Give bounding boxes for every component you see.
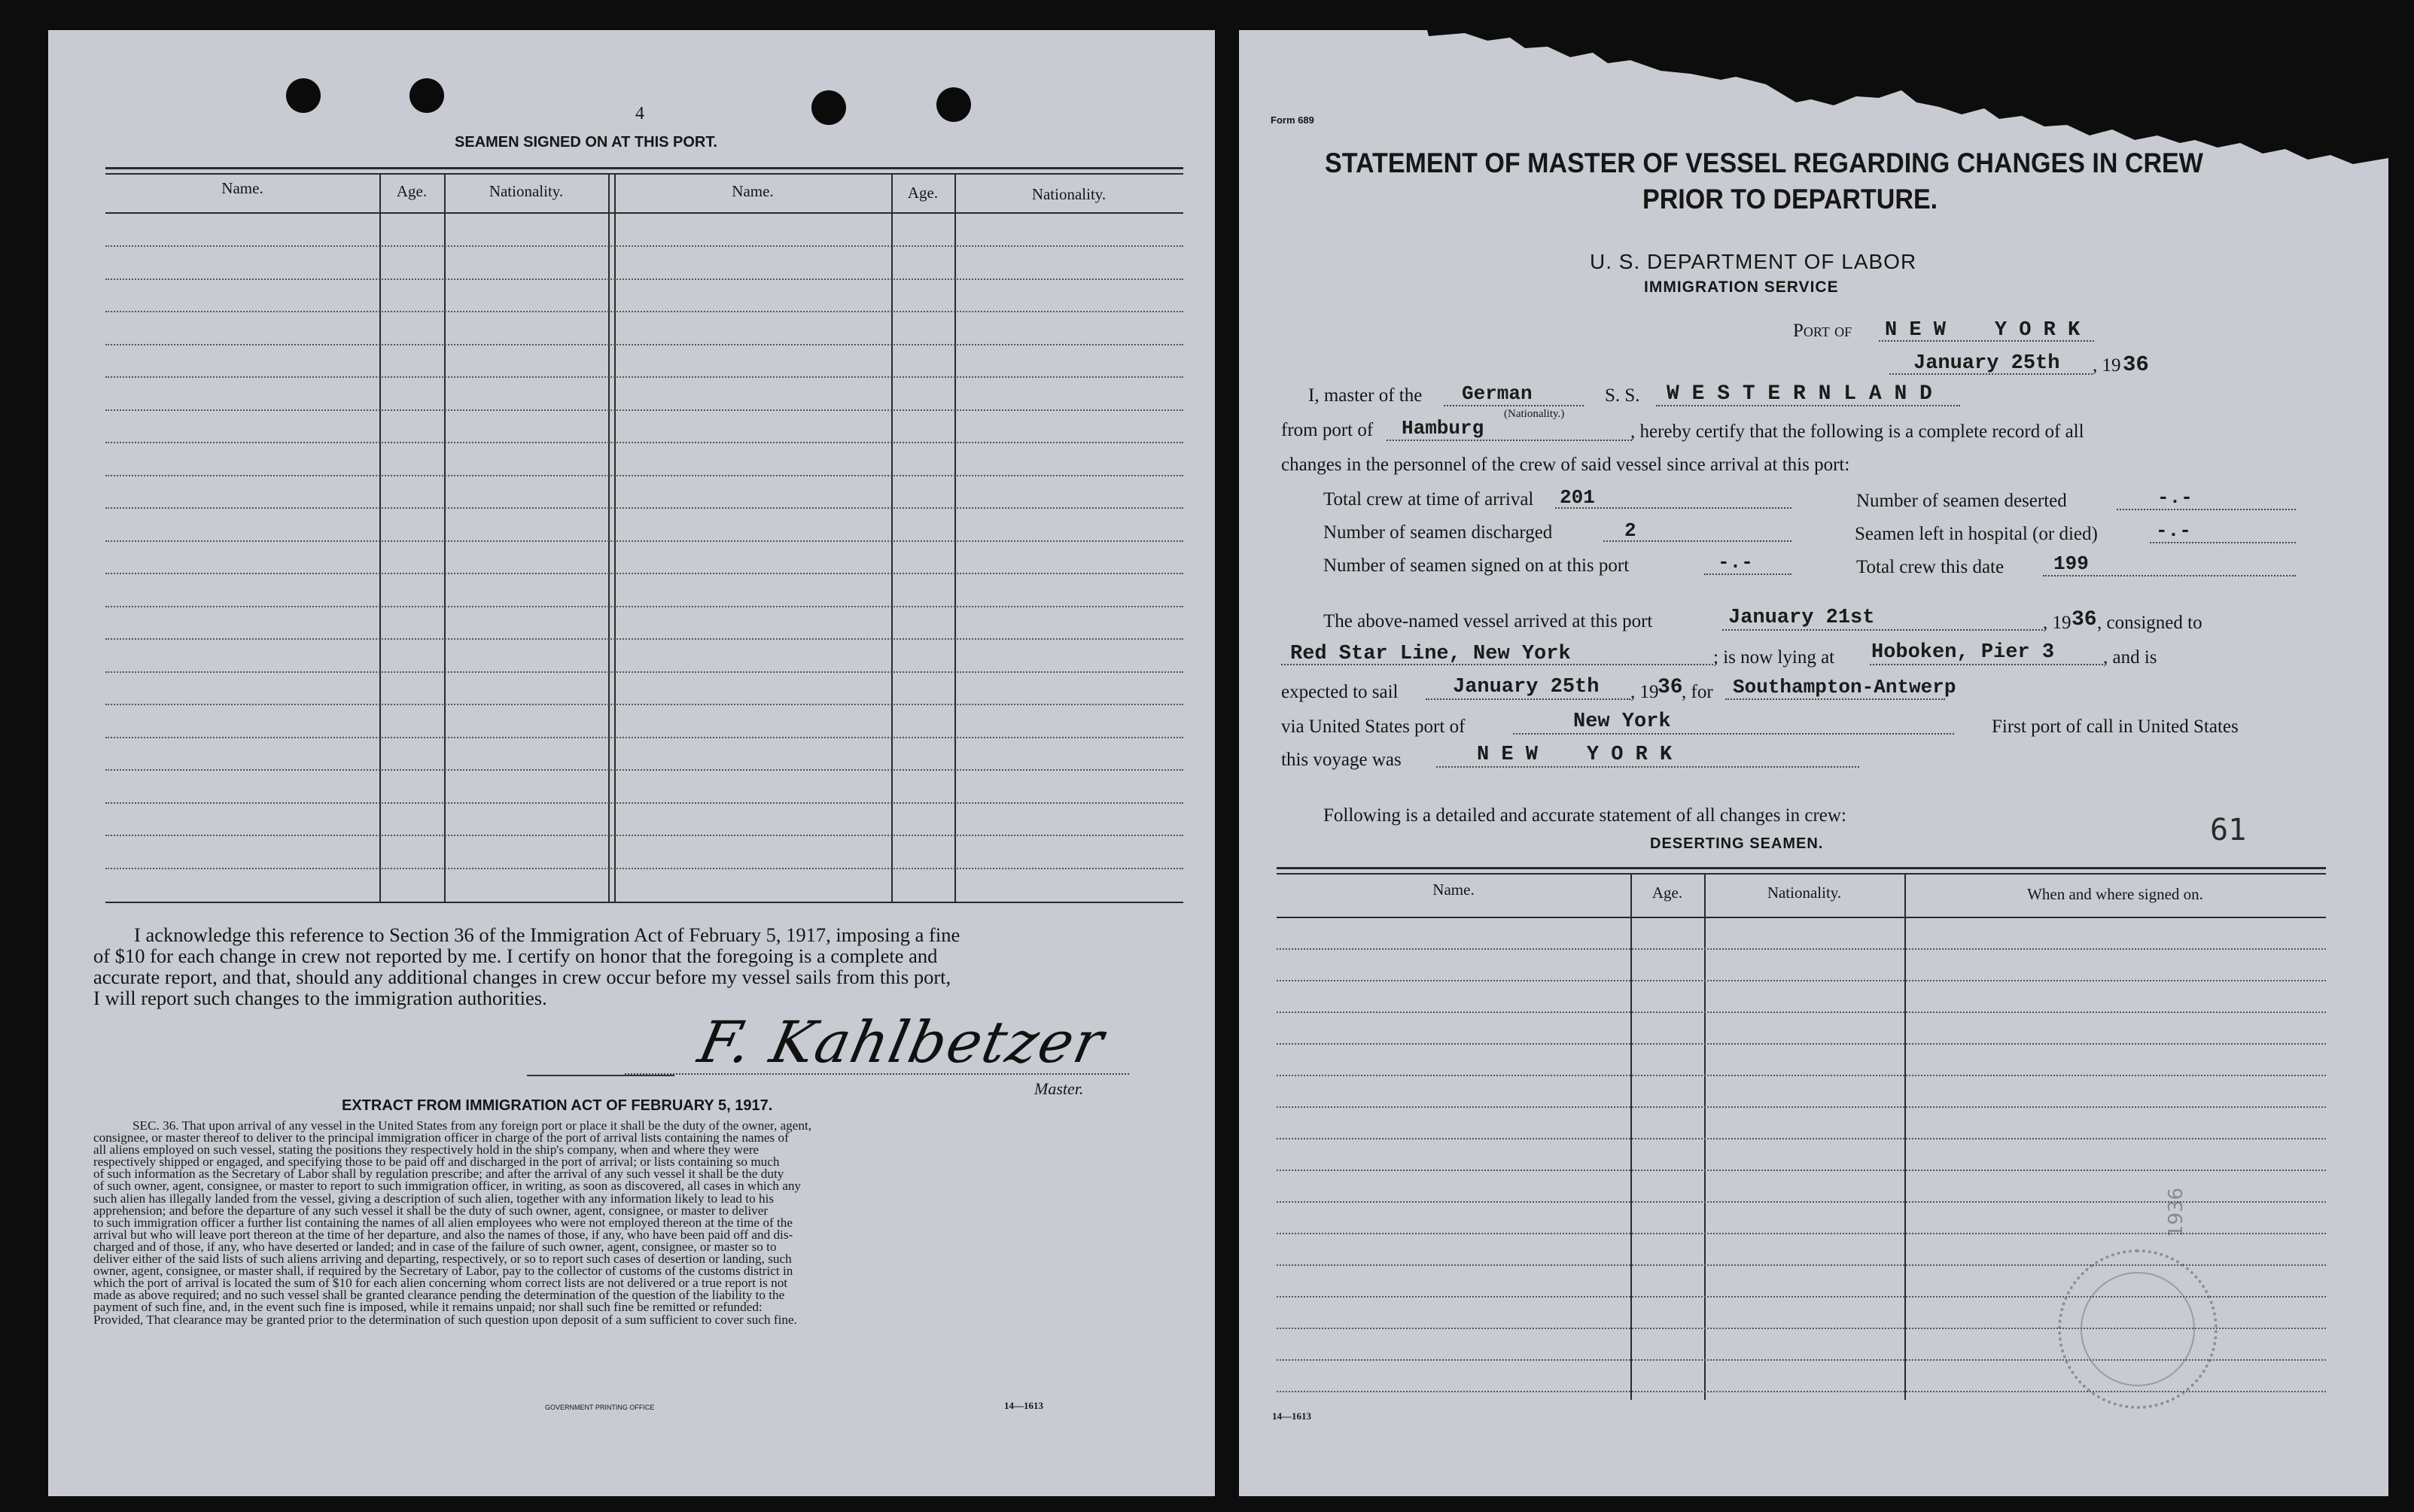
deserted-label: Number of seamen deserted: [1856, 491, 2067, 511]
extract-line: to such immigration officer a further list containing the names of all alien employees who were not employed thereon at the time of the: [93, 1215, 793, 1230]
statement-year: 36: [2123, 352, 2149, 377]
consignee-value: Red Star Line, New York: [1290, 643, 1571, 665]
extract-line: made as above required; and no such vessel shall be granted clearance pending the determination of the question of the liability to the: [93, 1288, 785, 1303]
extract-line: consignee, or master thereof to deliver to the principal immigration officer in charge of the port of arrival lists containing the names of: [93, 1130, 789, 1145]
table-row-line: [105, 835, 1183, 836]
this-voyage-text: this voyage was: [1281, 750, 1402, 770]
service-name: IMMIGRATION SERVICE: [1644, 278, 1839, 296]
table-row-line: [105, 606, 1183, 607]
col-header-nationality: Nationality.: [489, 182, 564, 200]
ss-label: S. S.: [1605, 385, 1640, 406]
total-crew-arrival-label: Total crew at time of arrival: [1323, 489, 1534, 510]
section-title: SEAMEN SIGNED ON AT THIS PORT.: [455, 134, 717, 151]
table-row-line: [105, 278, 1183, 280]
and-is-text: , and is: [2103, 647, 2157, 668]
table-row-line: [105, 868, 1183, 869]
table-row-line: [1277, 1138, 2326, 1139]
arrival-text: The above-named vessel arrived at this port: [1323, 611, 1653, 631]
table-row-line: [1277, 1075, 2326, 1076]
right-page: [1239, 30, 2388, 1496]
lying-text: ; is now lying at: [1713, 647, 1835, 668]
extract-line: deliver either of the said lists of such aliens arriving and departing, respectively, or so to report such cases of desertion or landing, such: [93, 1252, 792, 1267]
table-row-line: [1277, 1106, 2326, 1108]
col-header-nationality-2: Nationality.: [1031, 185, 1107, 203]
hospital-label: Seamen left in hospital (or died): [1855, 524, 2098, 544]
col-header-name: Name.: [221, 179, 263, 197]
nationality-value: German: [1462, 382, 1533, 405]
for-text: , for: [1682, 682, 1713, 702]
handwritten-number: 61: [2210, 813, 2247, 847]
table-row-line: [105, 769, 1183, 771]
ack-line: accurate report, and that, should any additional changes in crew occur before my vessel sails from this port,: [93, 966, 951, 988]
consigned-text: , consigned to: [2097, 613, 2202, 633]
extract-line: of such information as the Secretary of Labor shall by regulation prescribe; and after the arrival of any such vessel it shall be the duty: [93, 1167, 784, 1182]
desert-col-header-age: Age.: [1651, 884, 1683, 902]
expected-sail-text: expected to sail: [1281, 682, 1399, 702]
table-row-line: [105, 475, 1183, 476]
total-crew-date-value: 199: [2053, 552, 2089, 575]
extract-line: such alien has illegally landed from the vessel, giving a description of such alien, together with any information likely to lead to his: [93, 1191, 775, 1206]
discharged-label: Number of seamen discharged: [1323, 522, 1553, 543]
extract-title: EXTRACT FROM IMMIGRATION ACT OF FEBRUARY 5, 1917.: [342, 1097, 773, 1114]
discharged-value: 2: [1624, 519, 1636, 542]
certify-text: , hereby certify that the following is a complete record of all: [1630, 421, 2084, 442]
form-title-line1: STATEMENT OF MASTER OF VESSEL REGARDING CHANGES IN CREW: [1325, 148, 2203, 178]
total-crew-date-label: Total crew this date: [1856, 557, 2005, 577]
ack-line: I acknowledge this reference to Section 36 of the Immigration Act of February 5, 1917, imposing a fine: [134, 923, 960, 946]
form-footer: 14—1613: [1004, 1400, 1043, 1411]
arrival-year: 36: [2072, 608, 2097, 631]
deserted-value: -.-: [2157, 486, 2193, 509]
table-row-line: [1277, 1043, 2326, 1045]
extract-text: [93, 1120, 1177, 1326]
extract-line: respectively shipped or engaged, and specifying those to be paid off and discharged in the port of arrival; or lists containing so much: [93, 1155, 780, 1170]
via-port-value: New York: [1573, 710, 1671, 733]
table-row-line: [105, 442, 1183, 443]
extract-line: payment of such fine, and, in the event such fine is imposed, while it remains unpaid; nor shall such fine be remitted or refunded:: [93, 1300, 763, 1315]
following-text: Following is a detailed and accurate statement of all changes in crew:: [1323, 805, 1846, 826]
torn-edge: [1239, 30, 2388, 166]
desert-col-header-nationality: Nationality.: [1767, 884, 1842, 902]
deserting-title: DESERTING SEAMEN.: [1650, 835, 1824, 852]
lying-at-value: Hoboken, Pier 3: [1871, 641, 2055, 664]
arrival-date: January 21st: [1728, 607, 1875, 629]
from-port-value: Hamburg: [1402, 417, 1484, 440]
arrival-year-prefix: , 19: [2043, 613, 2072, 633]
master-signature: F. Kahlbetzer: [693, 1009, 1111, 1075]
desert-col-header-signed-on: When and where signed on.: [2027, 885, 2203, 903]
extract-line: of such owner, agent, consignee, or master to report to such immigration officer, in writing, as soon as discovered, all cases in which any: [93, 1179, 802, 1194]
extract-line: SEC. 36. That upon arrival of any vessel in the United States from any foreign port or place it shall be the duty of the owner, agent,: [132, 1118, 812, 1133]
table-row-line: [105, 704, 1183, 705]
table-row-line: [105, 737, 1183, 738]
left-page: [48, 30, 1215, 1496]
signed-on-label: Number of seamen signed on at this port: [1323, 555, 1630, 576]
sail-year-prefix: , 19: [1630, 682, 1659, 702]
col-header-age: Age.: [396, 182, 428, 200]
master-of-label: I, master of the: [1308, 385, 1423, 406]
date-year-prefix: , 19: [2093, 355, 2121, 376]
nationality-caption: (Nationality.): [1504, 408, 1565, 420]
statement-date: January 25th: [1913, 352, 2060, 375]
sail-year: 36: [1658, 676, 1683, 699]
table-row-line: [105, 671, 1183, 673]
printer-footer: GOVERNMENT PRINTING OFFICE: [545, 1404, 655, 1411]
table-row-line: [105, 573, 1183, 574]
via-text: via United States port of: [1281, 716, 1466, 737]
table-row-line: [105, 376, 1183, 378]
form-title-line2: PRIOR TO DEPARTURE.: [1642, 184, 1938, 214]
table-row-line: [1277, 980, 2326, 981]
extract-line: owner, agent, consignee, or master shall, if required by the Secretary of Labor, pay to the collector of customs of the customs district in: [93, 1264, 793, 1279]
destination-value: Southampton-Antwerp: [1733, 676, 1956, 698]
inner-stamp: [2081, 1272, 2195, 1386]
ack-line: of $10 for each change in crew not reported by me. I certify on honor that the foregoing is a complete and: [93, 945, 938, 967]
extract-line: all aliens employed on such vessel, stating the positions they respectively hold in the ship's company, when and where they were: [93, 1142, 760, 1158]
extract-line: which the port of arrival is located the sum of $10 for each alien concerning whom correct lists are not delivered or a true report is not: [93, 1276, 788, 1291]
table-row-line: [105, 540, 1183, 542]
table-row-line: [105, 507, 1183, 509]
col-header-name-2: Name.: [732, 182, 774, 200]
page-number: 4: [635, 104, 644, 123]
extract-line: Provided, That clearance may be granted prior to the determination of such question upon deposit of a sum sufficient to cover such fine.: [93, 1312, 797, 1327]
table-row-line: [105, 638, 1183, 640]
signed-on-value: -.-: [1718, 551, 1753, 573]
first-port-value: N E W Y O R K: [1477, 744, 1673, 766]
right-form-footer: 14—1613: [1272, 1410, 1311, 1422]
acknowledgement-text: [93, 924, 1177, 1009]
extract-line: charged and of those, if any, who have deserted or landed; and in case of the failure of such owner, agent, consignee, or master so to: [93, 1239, 777, 1254]
table-row-line: [1277, 1170, 2326, 1171]
table-row-line: [1277, 1012, 2326, 1013]
sail-date: January 25th: [1453, 676, 1600, 698]
form-number: Form 689: [1271, 114, 1314, 126]
hospital-value: -.-: [2156, 519, 2191, 542]
port-label: Port of: [1793, 321, 1852, 341]
table-row-line: [105, 245, 1183, 247]
punch-hole: [936, 87, 971, 122]
table-row-line: [1277, 948, 2326, 950]
changes-text: changes in the personnel of the crew of said vessel since arrival at this port:: [1281, 455, 1850, 475]
punch-hole: [811, 90, 846, 125]
extract-line: apprehension; and before the departure of any such vessel it shall be the duty of such owner, agent, consignee, or master to deliver: [93, 1203, 769, 1218]
table-row-line: [105, 311, 1183, 312]
punch-hole: [409, 78, 444, 113]
table-row-line: [105, 409, 1183, 411]
col-header-age-2: Age.: [907, 184, 939, 202]
department-name: U. S. DEPARTMENT OF LABOR: [1590, 250, 1917, 273]
from-port-label: from port of: [1281, 420, 1374, 440]
punch-hole: [286, 78, 321, 113]
ack-line: I will report such changes to the immigration authorities.: [93, 987, 547, 1009]
table-row-line: [105, 344, 1183, 345]
master-label: Master.: [1034, 1079, 1084, 1098]
ship-name: W E S T E R N L A N D: [1667, 382, 1932, 406]
first-port-text: First port of call in United States: [1992, 716, 2239, 737]
port-value: N E W Y O R K: [1885, 319, 2081, 342]
total-crew-arrival-value: 201: [1560, 486, 1595, 509]
extract-line: arrival but who will leave port thereon at the time of her departure, and also the names of those, if any, who have been paid off and dis-: [93, 1227, 793, 1242]
stamp-year: 1936: [2165, 1187, 2188, 1238]
desert-col-header-name: Name.: [1432, 881, 1475, 899]
table-row-line: [105, 802, 1183, 804]
